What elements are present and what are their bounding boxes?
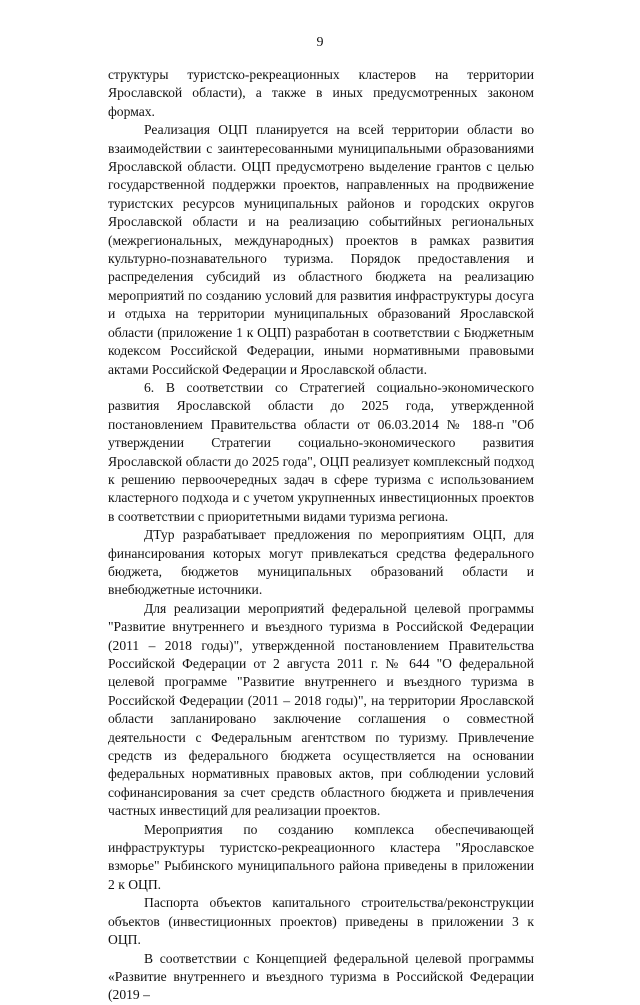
paragraph-concept: В соответствии с Концепцией федеральной целевой программы «Развитие внутреннего и въездного туризма в Российской Федерации (2019 –: [108, 950, 534, 1003]
paragraph-infrastructure: Мероприятия по созданию комплекса обеспечивающей инфраструктуры туристско-рекреационного кластера "Ярославское взморье" Рыбинского муниципального района приведены в приложении 2 к ОЦП.: [108, 821, 534, 892]
paragraph-implementation: Реализация ОЦП планируется на всей территории области во взаимодействии с заинтересованными муниципальными образованиями Ярославской области. ОЦП предусмотрено выделение грантов с целью государственной поддержки проектов, направленных на продвижение туристских ресурсов муниципальных районов и городских округов Ярославской области и на реализацию событийных региональных (межрегиональных, международных) проектов в рамках развития культурно-познавательного туризма. Порядок предоставления и распределения субсидий из областного бюджета на реализацию мероприятий по созданию условий для развития инфраструктуры досуга и отдыха на территории муниципальных образований Ярославской области (приложение 1 к ОЦП) разработан в соответствии с Бюджетным кодексом Российской Федерации, иными нормативными правовыми актами Российской Федерации и Ярославской области.: [108, 122, 534, 377]
paragraph-passports: Паспорта объектов капитального строительства/реконструкции объектов (инвестиционных проектов) приведены в приложении 3 к ОЦП.: [108, 895, 534, 948]
paragraph-dtur: ДТур разрабатывает предложения по мероприятиям ОЦП, для финансирования которых могут привлекаться средства федерального бюджета, бюджетов муниципальных образований области и внебюджетные источники.: [108, 527, 534, 598]
paragraph-federal-program: Для реализации мероприятий федеральной целевой программы "Развитие внутреннего и въездного туризма в Российской Федерации (2011 – 2018 годы)", утвержденной постановлением Правительства Российской Федерации от 2 августа 2011 г. № 644 "О федеральной целевой программе "Развитие внутреннего и въездного туризма в Российской Федерации (2011 – 2018 годы)", на территории Ярославской области запланировано заключение соглашения о совместной деятельности с Федеральным агентством по туризму. Привлечение средств из федерального бюджета осуществляется на основании федеральных нормативных правовых актов, при соблюдении условий софинансирования за счет средств областного бюджета и привлечения частных инвестиций для реализации проектов.: [108, 600, 534, 819]
paragraph-strategy: 6. В соответствии со Стратегией социально-экономического развития Ярославской области до 2025 года, утвержденной постановлением Правительства области от 06.03.2014 № 188-п "Об утверждении Стратегии социально-экономического развития Ярославской области до 2025 года", ОЦП реализует комплексный подход к решению первоочередных задач в сфере туризма с использованием кластерного подхода и с учетом укрупненных инвестиционных проектов в соответствии с приоритетными видами туризма региона.: [108, 379, 534, 524]
paragraph-continuation: структуры туристско-рекреационных кластеров на территории Ярославской области), а также в иных предусмотренных законом формах.: [108, 67, 534, 119]
page-number: 9: [316, 35, 324, 50]
body-text: [108, 66, 534, 1005]
